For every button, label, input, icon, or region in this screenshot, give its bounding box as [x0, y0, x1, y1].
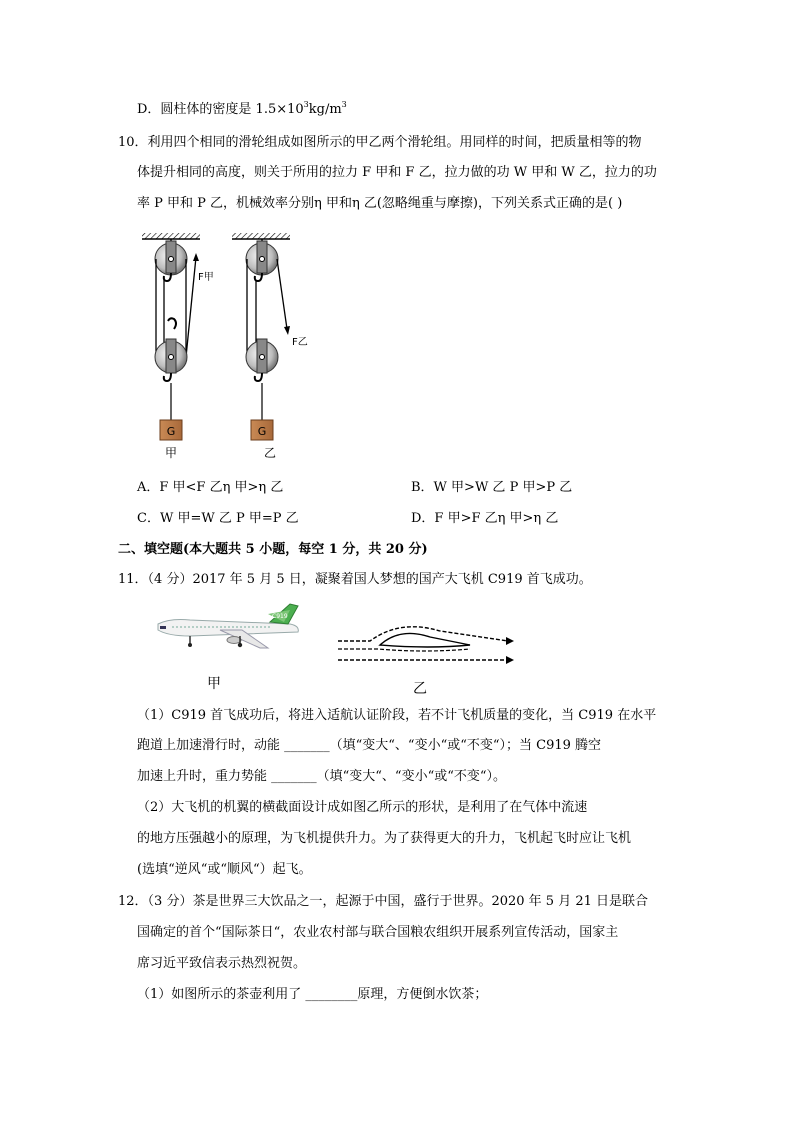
airfoil-figure — [330, 615, 530, 705]
unit: kg/m — [308, 102, 342, 117]
q10-option-c[interactable]: C．W 甲=W 乙 P 甲=P 乙 — [137, 511, 299, 526]
q11-stem: 11．（4 分）2017 年 5 月 5 日，凝聚着国人梦想的国产大飞机 C919 首飞成功。 — [118, 572, 592, 587]
ceiling-jia — [142, 233, 200, 239]
wing-cross-section — [380, 633, 470, 647]
ceiling-yi — [232, 233, 290, 239]
q12-stem-line2: 国确定的首个“国际茶日“，农业农村部与联合国粮农组织开展系列宣传活动，国家主 — [137, 925, 619, 940]
q9-option-d — [137, 100, 347, 120]
q12-stem-line3: 席习近平致信表示热烈祝贺。 — [137, 956, 307, 971]
q11-p1-line1: （1）C919 首飞成功后，将进入适航认证阶段，若不计飞机质量的变化，当 C919 在水平 — [137, 708, 657, 723]
force-label-yi: F乙 — [292, 337, 308, 348]
q12-stem-line1: 12．（3 分）茶是世界三大饮品之一，起源于中国，盛行于世界。2020 年 5 月 21 日是联合 — [118, 894, 649, 909]
pulley-figure — [130, 225, 330, 465]
q11-p1-line3: 加速上升时，重力势能 _______（填“变大“、“变小“或“不变“）。 — [137, 769, 507, 784]
q10-stem-line3: 率 P 甲和 P 乙，机械效率分别η 甲和η 乙(忽略绳重与摩擦)，下列关系式正确的是( ) — [137, 196, 623, 211]
q11-p1-line2: 跑道上加速滑行时，动能 _______（填“变大“、“变小“或“不变“）；当 C919 腾空 — [137, 738, 602, 753]
pulley-system-jia — [142, 233, 214, 460]
q9-option-d-text: D．圆柱体的密度是 1.5×10 — [137, 102, 304, 117]
airplane-figure — [150, 600, 310, 700]
q12-p1: （1）如图所示的茶壶利用了 ________原理，方便倒水饮茶； — [137, 987, 488, 1002]
section-heading: 二、填空题(本大题共 5 小题，每空 1 分，共 20 分) — [118, 542, 428, 557]
figure-label-jia: 甲 — [164, 446, 178, 460]
q10-stem-line2: 体提升相同的高度，则关于所用的拉力 F 甲和 F 乙，拉力做的功 W 甲和 W 乙，拉力的功 — [137, 165, 657, 180]
exponent: 3 — [303, 100, 309, 109]
q10-option-b[interactable]: B．W 甲>W 乙 P 甲>P 乙 — [411, 480, 573, 495]
svg-text:C919: C919 — [272, 613, 288, 620]
q10-option-d[interactable]: D．F 甲>F 乙η 甲>η 乙 — [411, 511, 559, 526]
figure-label-yi: 乙 — [263, 446, 277, 460]
pulley-system-yi — [232, 233, 308, 460]
weight-label-yi: G — [257, 425, 267, 438]
unit-exponent: 3 — [341, 100, 347, 109]
figure-label-yi-11: 乙 — [413, 681, 427, 697]
force-label-jia: F甲 — [198, 272, 214, 283]
figure-label-jia-11: 甲 — [207, 676, 221, 692]
q10-option-a[interactable]: A．F 甲<F 乙η 甲>η 乙 — [137, 480, 284, 495]
q11-p2-line3: (选填“逆风“或“顺风“）起飞。 — [137, 862, 312, 877]
q11-p2-line1: （2）大飞机的机翼的横截面设计成如图乙所示的形状，是利用了在气体中流速 — [137, 800, 588, 815]
q11-p2-line2: 的地方压强越小的原理，为飞机提供升力。为了获得更大的升力，飞机起飞时应让飞机 — [137, 831, 632, 846]
weight-label-jia: G — [166, 425, 176, 438]
q10-stem-line1: 10．利用四个相同的滑轮组成如图所示的甲乙两个滑轮组。用同样的时间，把质量相等的物 — [118, 135, 642, 150]
